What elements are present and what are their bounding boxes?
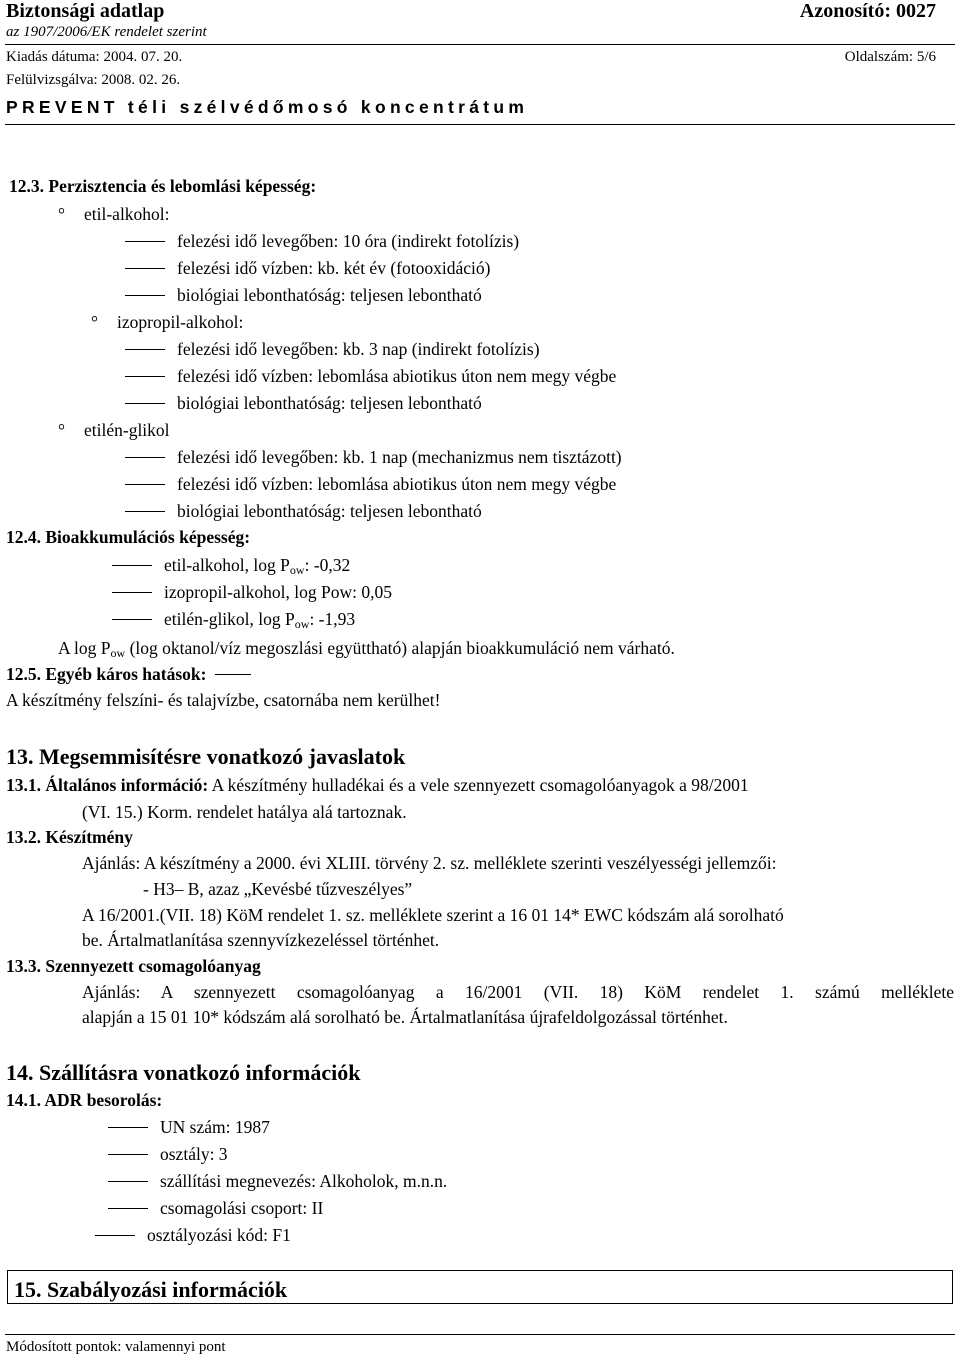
list-item: felezési idő levegőben: 10 óra (indirekt fotolízis) — [125, 231, 519, 252]
section-13-2-text: be. Ártalmatlanítása szennyvízkezeléssel történhet. — [82, 930, 440, 950]
list-item: izopropil-alkohol, log Pow: 0,05 — [112, 582, 392, 603]
list-item: szállítási megnevezés: Alkoholok, m.n.n. — [108, 1171, 447, 1192]
section-12-3-heading: 12.3. Perzisztencia és lebomlási képesség: — [9, 176, 317, 196]
regulation-reference: az 1907/2006/EK rendelet szerint — [6, 24, 207, 40]
section-13-2-hazard-class: - H3– B, azaz „Kevésbé tűzveszélyes” — [143, 879, 413, 899]
list-item: UN szám: 1987 — [108, 1117, 270, 1138]
glycol-label: ° etilén-glikol — [58, 420, 170, 440]
list-item: biológiai lebonthatóság: teljesen lebontható — [125, 285, 482, 306]
dash-icon — [125, 403, 165, 404]
list-item: biológiai lebonthatóság: teljesen lebontható — [125, 501, 482, 522]
dash-icon — [125, 484, 165, 485]
dash-icon — [125, 376, 165, 377]
dash-icon — [112, 619, 152, 620]
dash-icon — [108, 1208, 148, 1209]
section-13-heading: 13. Megsemmisítésre vonatkozó javaslatok — [6, 744, 406, 769]
dash-icon — [95, 1235, 135, 1236]
list-item: felezési idő vízben: lebomlása abiotikus úton nem megy végbe — [125, 366, 616, 387]
list-item: felezési idő levegőben: kb. 1 nap (mechanizmus nem tisztázott) — [125, 447, 622, 468]
dash-icon — [125, 511, 165, 512]
dash-icon — [125, 241, 165, 242]
isopropanol-label: ° izopropil-alkohol: — [91, 312, 244, 332]
dash-icon — [125, 457, 165, 458]
review-date: Felülvizsgálva: 2008. 02. 26. — [6, 72, 181, 88]
footer-divider — [5, 1334, 955, 1335]
issue-date: Kiadás dátuma: 2004. 07. 20. — [6, 49, 183, 65]
section-12-5-heading: 12.5. Egyéb káros hatások: — [6, 664, 263, 685]
section-12-5-text: A készítmény felszíni- és talajvízbe, csatornába nem kerülhet! — [6, 690, 441, 710]
section-13-2-recommendation: Ajánlás: A készítmény a 2000. évi XLIII. törvény 2. sz. melléklete szerinti veszélyességi jellemzői: — [82, 853, 777, 873]
product-divider — [5, 124, 955, 125]
section-13-3-text: alapján a 15 01 10* kódszám alá sorolható be. Ártalmatlanítása újrafeldolgozással történhet. — [82, 1007, 728, 1027]
section-14-heading: 14. Szállításra vonatkozó információk — [6, 1060, 361, 1085]
dash-icon — [108, 1154, 148, 1155]
section-13-2-text: A 16/2001.(VII. 18) KöM rendelet 1. sz. melléklete szerint a 16 01 14* EWC kódszám alá sorolható — [82, 905, 784, 925]
section-14-1-heading: 14.1. ADR besorolás: — [6, 1090, 163, 1110]
section-13-1-continuation: (VI. 15.) Korm. rendelet hatálya alá tartoznak. — [82, 802, 407, 822]
section-13-1: 13.1. Általános információ: A készítmény hulladékai és a vele szennyezett csomagolóanyagok a 98/2001 — [6, 775, 749, 795]
section-15-heading: 15. Szabályozási információk — [14, 1277, 288, 1302]
bioaccumulation-note: A $\log P_{ow}$ (log oktanol/víz megoszlási együttható) alapján bioakkumuláció nem várható. — [58, 638, 675, 660]
footer-modified-points: Módosított pontok: valamennyi pont — [6, 1339, 226, 1355]
dash-icon — [125, 295, 165, 296]
product-name: PREVENT téli szélvédőmosó koncentrátum — [6, 97, 529, 117]
section-13-3-text: Ajánlás: A szennyezett csomagolóanyag a 16/2001 (VII. 18) KöM rendelet 1. számú melléklete — [82, 982, 954, 1002]
list-item: biológiai lebonthatóság: teljesen lebontható — [125, 393, 482, 414]
dash-icon — [125, 268, 165, 269]
list-item: felezési idő vízben: lebomlása abiotikus úton nem megy végbe — [125, 474, 616, 495]
document-identifier: Azonosító: 0027 — [799, 0, 936, 22]
list-item: felezési idő vízben: kb. két év (fotooxidáció) — [125, 258, 490, 279]
dash-icon — [112, 592, 152, 593]
page-number: Oldalszám: 5/6 — [844, 49, 936, 65]
degree-bullet-icon: ° — [58, 204, 65, 224]
list-item: osztályozási kód: F1 — [95, 1225, 291, 1246]
dash-icon — [112, 565, 152, 566]
list-item: osztály: 3 — [108, 1144, 228, 1165]
section-13-2-heading: 13.2. Készítmény — [6, 827, 133, 847]
degree-bullet-icon: ° — [58, 420, 65, 440]
degree-bullet-icon: ° — [91, 312, 98, 332]
dash-icon — [108, 1181, 148, 1182]
list-item: csomagolási csoport: II — [108, 1198, 323, 1219]
dash-icon — [108, 1127, 148, 1128]
dash-icon — [215, 674, 251, 675]
dash-icon — [125, 349, 165, 350]
section-13-3-heading: 13.3. Szennyezett csomagolóanyag — [6, 956, 261, 976]
header-divider — [5, 44, 955, 45]
list-item: felezési idő levegőben: kb. 3 nap (indirekt fotolízis) — [125, 339, 540, 360]
list-item: etil-alkohol, $\log P_{ow}$: -0,32 — [112, 555, 350, 576]
ethanol-label: ° etil-alkohol: — [58, 204, 170, 224]
section-12-4-heading: 12.4. Bioakkumulációs képesség: — [6, 527, 251, 547]
document-title: Biztonsági adatlap — [6, 0, 165, 22]
list-item: etilén-glikol, $\log P_{ow}$: -1,93 — [112, 609, 355, 630]
